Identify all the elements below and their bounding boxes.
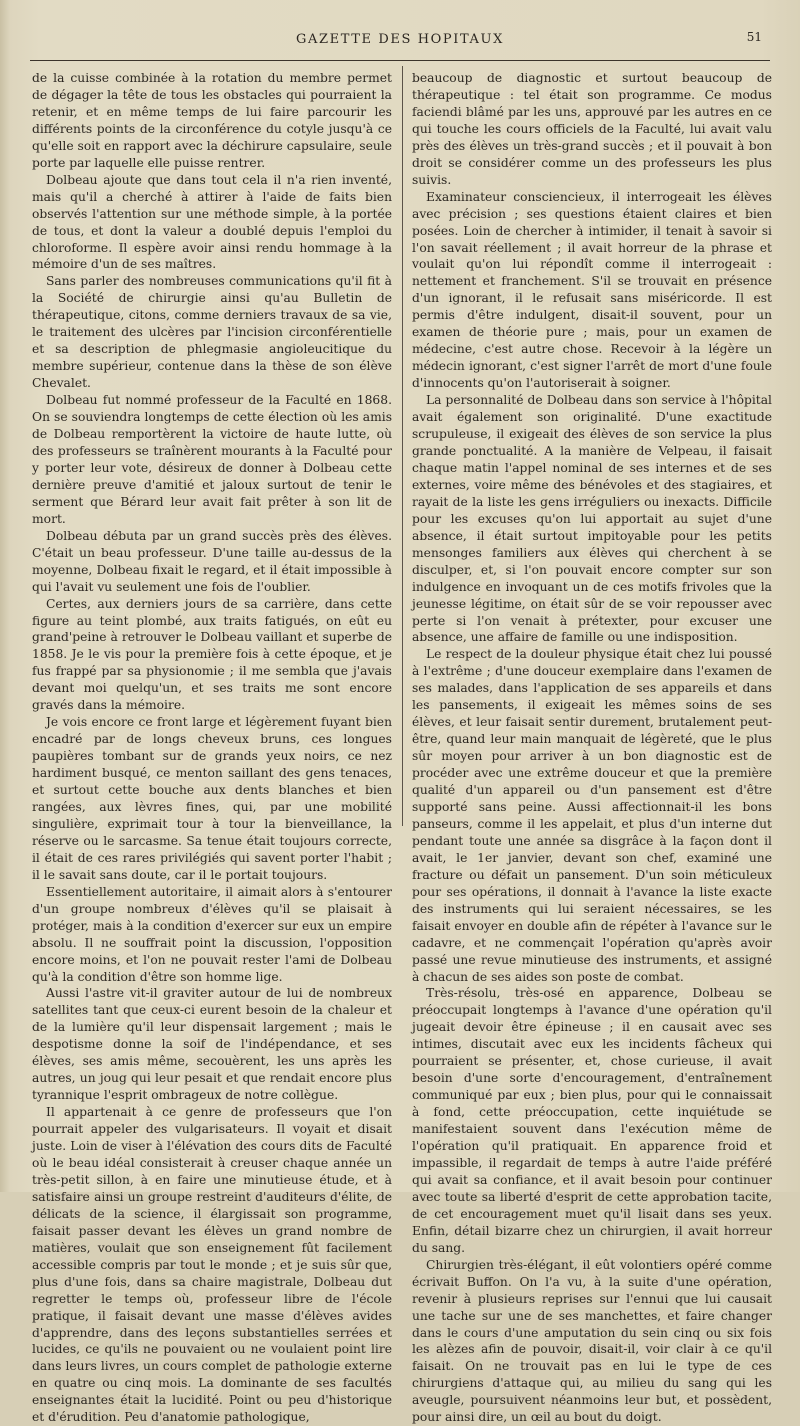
paragraph: Dolbeau fut nommé professeur de la Faculté en 1868. On se souviendra longtemps de cette élection où les amis de Dolbeau remportèrent la victoire de haute lutte, où des professeurs se traînèrent mourants à la Faculté pour y porter leur vote, désireux de donner à Dolbeau cette dernière preuve d'amitié et jaloux surtout de tenir le serment que Bérard leur avait fait prêter à son lit de mort. [32,393,392,526]
paragraph: Dolbeau débuta par un grand succès près des élèves. C'était un beau professeur. D'une taille au-dessus de la moyenne, Dolbeau fixait le regard, et il était impossible à qui l'avait vu seulement une fois de l'oublier. [32,528,392,594]
paragraph: Sans parler des nombreuses communications qu'il fit à la Société de chirurgie ainsi qu'au Bulletin de thérapeutique, citons, comme derniers travaux de sa vie, le traitement des ulcères par l'incision circonférentielle et sa description de phlegmasie angioleucitique du membre supérieur, contenue dans la thèse de son élève Chevalet. [32,274,392,391]
paragraph: Aussi l'astre vit-il graviter autour de lui de nombreux satellites tant que ceux-ci eurent besoin de la chaleur et de la lumière qu'il leur dispensait largement ; mais le despotisme donne la soif de l'indépendance, et ses élèves, ses amis même, secouèrent, les uns après les autres, un joug qui leur pesait et que rendait encore plus tyrannique l'esprit ombrageux de notre collègue. [32,986,392,1103]
page-number: 51 [746,30,762,44]
paragraph: Dolbeau ajoute que dans tout cela il n'a rien inventé, mais qu'il a cherché à attirer à l'aide de faits bien observés l'attention sur une méthode simple, à la portée de tous, et dont la valeur a doublé depuis l'emploi du chloroforme. Il espère avoir ainsi rendu hommage à la mémoire d'un de ses maîtres. [32,172,392,272]
column-divider [402,66,403,826]
paragraph: Il appartenait à ce genre de professeurs que l'on pourrait appeler des vulgarisateurs. Il voyait et disait juste. Loin de viser à l'élévation des cours dits de Faculté où le beau idéal consisterait à creuser chaque année un très-petit sillon, à en faire une minutieuse étude, et à satisfaire ainsi un groupe restreint d'auditeurs d'élite, de délicats de la science, il élargissait son programme, faisait passer devant les élèves un grand nombre de matières, voulait que son enseignement fût facilement accessible compris par tout le monde ; et je suis sûr que, plus d'une fois, dans sa chaire magistrale, Dolbeau dut regretter le temps où, professeur libre de l'école pratique, il faisait devant une masse d'élèves avides d'apprendre, dans des leçons substantielles serrées et lucides, ce qu'ils ne pouvaient ou ne voulaient point lire dans leurs livres, un cours complet de pathologie externe en quatre ou cinq mois. La dominante de ses facultés enseignantes était la lucidité. Point ou peu d'historique et d'érudition. Peu d'anatomie pathologique, [32,1105,392,1425]
paragraph: Je vois encore ce front large et légèrement fuyant bien encadré par de longs cheveux bruns, ces longues paupières tombant sur de grands yeux noirs, ce nez hardiment busqué, ce menton saillant des gens tenaces, et surtout cette bouche aux dents blanches et bien rangées, aux lèvres fines, qui, par une mobilité singulière, exprimait tour à tour la bienveillance, la réserve ou le sarcasme. Sa tenue était toujours correcte, il était de ces rares privilégiés qui savent porter l'habit ; il le savait sans doute, car il le portait toujours. [32,715,392,882]
paragraph: Très-résolu, très-osé en apparence, Dolbeau se préoccupait longtemps à l'avance d'une opération qu'il jugeait devoir être épineuse ; il en causait avec ses intimes, discutait avec eux les incidents fâcheux qui pourraient se présenter, et, chose curieuse, il avait besoin d'une sorte d'encouragement, d'entraînement communiqué par eux ; bien plus, pour qui le connaissait à fond, cette préoccupation, cette inquiétude se manifestaient souvent dans l'exécution même de l'opération qu'il pratiquait. En apparence froid et impassible, il regardait de temps à autre l'aide préféré qui avait sa confiance, et il avait besoin pour continuer avec toute sa liberté d'esprit de cette approbation tacite, de cet encouragement muet qu'il lisait dans ses yeux. Enfin, détail bizarre chez un chirurgien, il avait horreur du sang. [412,986,772,1255]
page-header [30,30,770,52]
left-column [32,70,392,1426]
paragraph: beaucoup de diagnostic et surtout beaucoup de thérapeutique : tel était son programme. Ce modus faciendi blâmé par les uns, approuvé par les autres en ce qui touche les cours officiels de la Faculté, lui avait valu près des élèves un très-grand succès ; et il pouvait à bon droit se considérer comme un des professeurs les plus suivis. [412,71,772,187]
header-rule [30,60,770,61]
paragraph: Certes, aux derniers jours de sa carrière, dans cette figure au teint plombé, aux traits fatigués, on eût eu grand'peine à retrouver le Dolbeau vaillant et superbe de 1858. Je le vis pour la première fois à cette époque, et je fus frappé par sa physionomie ; il me sembla que j'avais devant moi quelqu'un, et ses traits me sont encore gravés dans la mémoire. [32,596,392,713]
paragraph: Examinateur consciencieux, il interrogeait les élèves avec précision ; ses questions étaient claires et bien posées. Loin de chercher à intimider, il tenait à savoir si l'on savait réellement ; il avait horreur de la phrase et voulait qu'on lui répondît comme il interrogeait : nettement et franchement. S'il se trouvait en présence d'un ignorant, il le refusait sans miséricorde. Il est permis d'être indulgent, disait-il souvent, pour un examen de théorie pure ; mais, pour un examen de médecine, c'est autre chose. Recevoir à la légère un médecin ignorant, c'est signer l'arrêt de mort d'une foule d'innocents qu'on l'autoriserait à soigner. [412,189,772,391]
paragraph: Essentiellement autoritaire, il aimait alors à s'entourer d'un groupe nombreux d'élèves qu'il se plaisait à protéger, mais à la condition d'exercer sur eux un empire absolu. Il ne souffrait point la discussion, l'opposition encore moins, et l'on ne pouvait rester l'ami de Dolbeau qu'à la condition d'être son homme lige. [32,884,392,984]
paragraph: Le respect de la douleur physique était chez lui poussé à l'extrême ; d'une douceur exemplaire dans l'examen de ses malades, dans l'application de ses appareils et dans les pansements, il exigeait les mêmes soins de ses élèves, et leur faisait sentir durement, brutalement peut-être, quand leur main manquait de légèreté, que le plus sûr moyen pour arriver à un bon diagnostic est de procéder avec une extrême douceur et que la première qualité d'un appareil ou d'un pansement est d'être supporté sans peine. Aussi affectionnait-il les bons panseurs, comme il les appelait, et plus d'un interne dut pendant toute une année sa disgrâce à la façon dont il avait, le 1er janvier, devant son chef, examiné une fracture ou défait un pansement. D'un soin méticuleux pour ses opérations, il donnait à l'avance la liste exacte des instruments qui lui seraient nécessaires, se les faisait envoyer en double afin de répéter à l'avance sur le cadavre, et ne commençait l'opération qu'après avoir passé une revue minutieuse des instruments, et assigné à chacun de ses aides son poste de combat. [412,647,772,984]
right-column [412,70,772,1426]
paragraph: de la cuisse combinée à la rotation du membre permet de dégager la tête de tous les obstacles qui pourraient la retenir, et en même temps de lui faire parcourir les différents points de la circonférence du cotyle jusqu'à ce qu'elle soit en rapport avec la déchirure capsulaire, seule porte par laquelle elle puisse rentrer. [32,71,392,170]
paragraph: Chirurgien très-élégant, il eût volontiers opéré comme écrivait Buffon. On l'a vu, à la suite d'une opération, revenir à plusieurs reprises sur l'ennui que lui causait une tache sur une de ses manchettes, et faire changer dans le cours d'une amputation du sein cinq ou six fois les alèzes afin de pouvoir, disait-il, voir clair à ce qu'il faisait. On ne trouvait pas en lui le type de ces chirurgiens d'attaque qui, au milieu du sang qui les aveugle, poursuivent néanmoins leur but, et possèdent, pour ainsi dire, un œil au bout du doigt. [412,1257,772,1425]
publication-title: GAZETTE DES HOPITAUX [296,32,504,47]
paragraph: La personnalité de Dolbeau dans son service à l'hôpital avait également son originalité. D'une exactitude scrupuleuse, il exigeait des élèves de son service la plus grande ponctualité. A la manière de Velpeau, il faisait chaque matin l'appel nominal de ses internes et de ses externes, voire même des bénévoles et des stagiaires, et rayait de la liste les gens irréguliers ou inexacts. Difficile pour les excuses qu'on lui apportait au sujet d'une absence, il était surtout impitoyable pour les petits mensonges familiers aux élèves qui cherchent à se disculper, et, si l'on pouvait encore compter sur son indulgence en invoquant un de ces motifs frivoles que la jeunesse légitime, on était sûr de se voir repousser avec perte si l'on venait à prétexter, pour excuser une absence, une affaire de famille ou une indisposition. [412,393,772,645]
